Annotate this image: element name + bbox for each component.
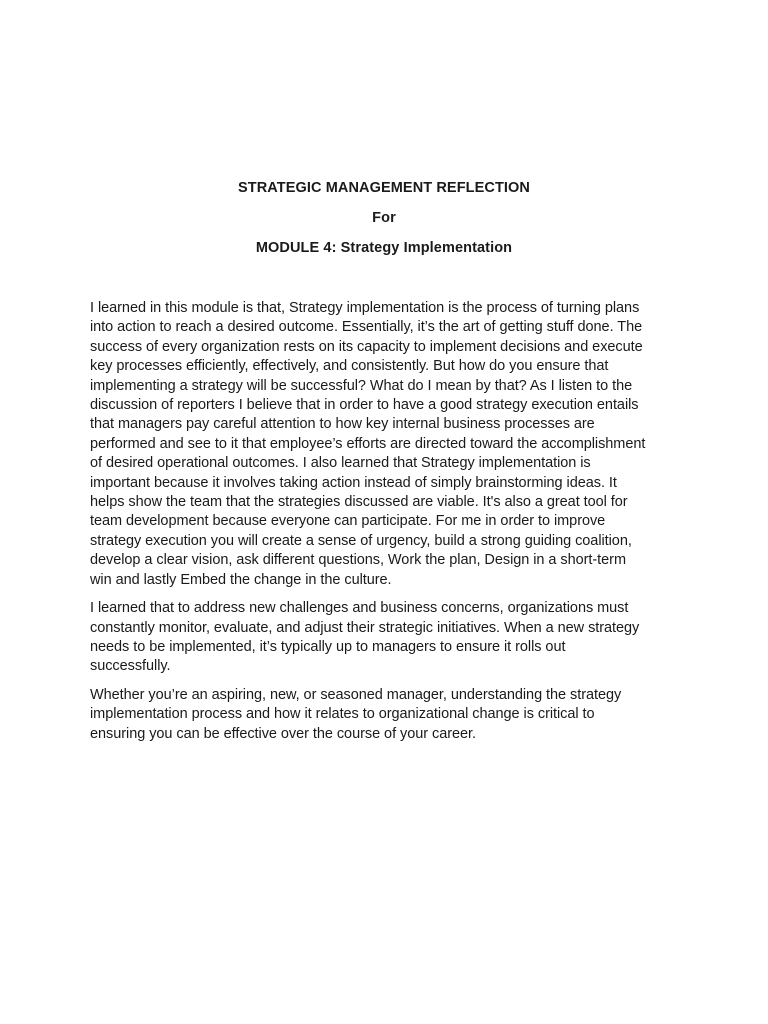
paragraph bbox=[90, 686, 682, 744]
text-line: success of every organization rests on its capacity to implement decisions and execute bbox=[90, 338, 643, 355]
text-line: of desired operational outcomes. I also learned that Strategy implementation is bbox=[90, 455, 591, 472]
paragraph bbox=[90, 299, 682, 590]
document-body bbox=[90, 299, 682, 753]
text-line: helps show the team that the strategies discussed are viable. It's also a great tool for bbox=[90, 494, 628, 511]
text-line: Whether you’re an aspiring, new, or seasoned manager, understanding the strategy bbox=[90, 686, 622, 703]
text-line: strategy execution you will create a sense of urgency, build a strong guiding coalition, bbox=[90, 532, 632, 549]
document-heading bbox=[0, 178, 768, 268]
text-line: that managers pay careful attention to how key internal business processes are bbox=[90, 416, 595, 433]
text-line: ensuring you can be effective over the course of your career. bbox=[90, 725, 476, 742]
text-line: discussion of reporters I believe that in order to have a good strategy execution entails bbox=[90, 397, 639, 414]
paragraph bbox=[90, 599, 682, 677]
text-line: performed and see to it that employee’s efforts are directed toward the accomplishment bbox=[90, 435, 646, 452]
text-line: implementation process and how it relates to organizational change is critical to bbox=[90, 706, 595, 723]
document-title: STRATEGIC MANAGEMENT REFLECTION bbox=[237, 180, 531, 196]
text-line: key processes efficiently, effectively, and consistently. But how do you ensure that bbox=[90, 358, 609, 375]
document-subtitle: For bbox=[372, 210, 396, 226]
text-line: I learned that to address new challenges and business concerns, organizations must bbox=[90, 600, 629, 617]
text-line: successfully. bbox=[90, 658, 171, 675]
text-line: constantly monitor, evaluate, and adjust their strategic initiatives. When a new strategy bbox=[90, 619, 640, 636]
text-line: implementing a strategy will be successful? What do I mean by that? As I listen to the bbox=[90, 377, 633, 394]
text-line: needs to be implemented, it’s typically up to managers to ensure it rolls out bbox=[90, 638, 566, 655]
text-line: into action to reach a desired outcome. Essentially, it’s the art of getting stuff done. The bbox=[90, 319, 643, 336]
module-title: MODULE 4: Strategy Implementation bbox=[255, 240, 513, 256]
text-line: important because it involves taking action instead of simply brainstorming ideas. It bbox=[90, 474, 617, 491]
text-line: team development because everyone can participate. For me in order to improve bbox=[90, 513, 606, 530]
text-line: develop a clear vision, ask different questions, Work the plan, Design in a short-term bbox=[90, 552, 626, 569]
text-line: win and lastly Embed the change in the culture. bbox=[90, 571, 392, 588]
text-line: I learned in this module is that, Strategy implementation is the process of turning plans bbox=[90, 300, 640, 316]
